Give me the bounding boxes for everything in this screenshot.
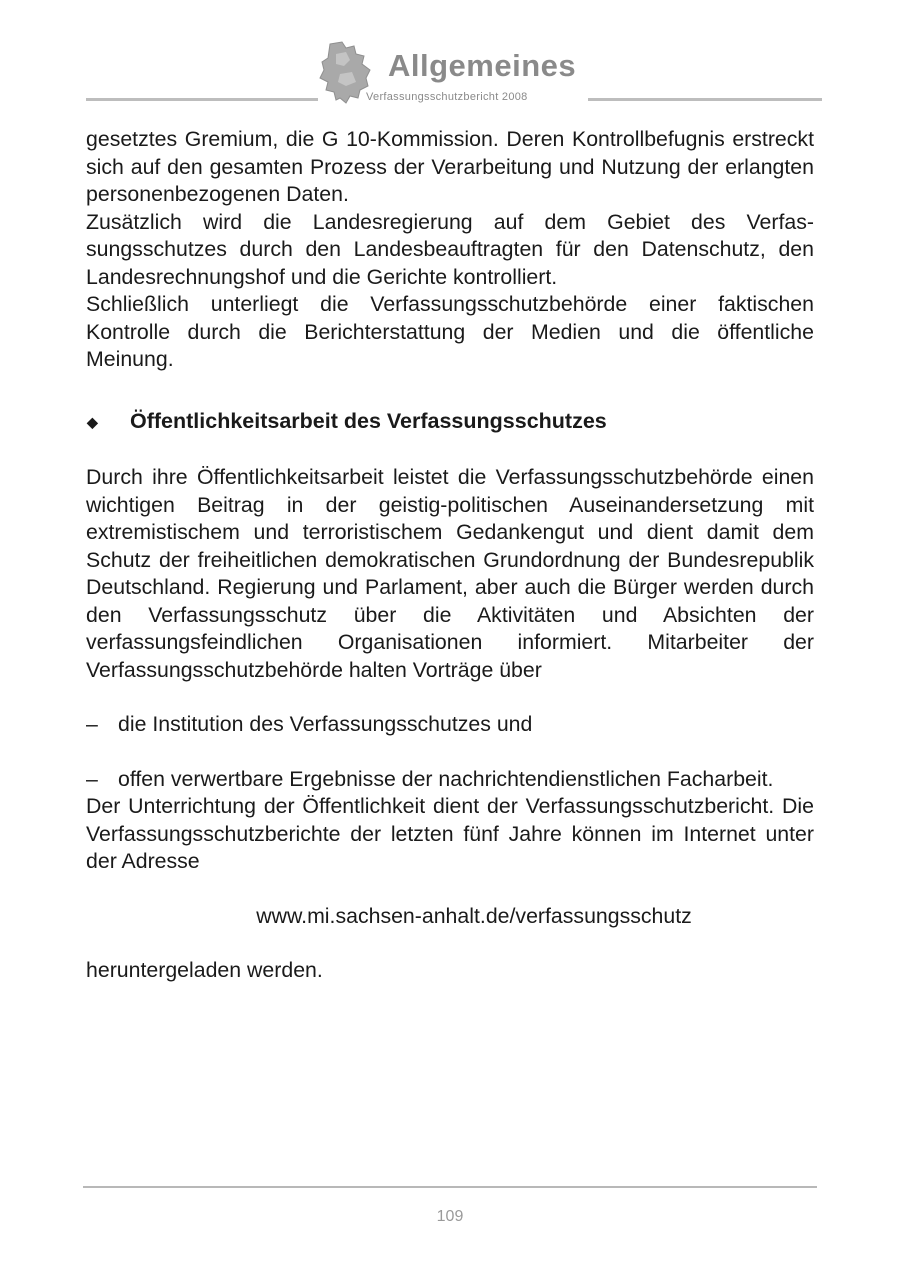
dash-bullet: – (86, 712, 98, 736)
list-item (86, 766, 814, 794)
header-rule-left (86, 98, 318, 101)
paragraph-6: heruntergeladen werden. (86, 958, 323, 982)
dash-bullet: – (86, 766, 98, 791)
paragraph-2: Zusätzlich wird die Landesregierung auf dem Gebiet des Verfassungsschutzes durch den Landesbeauftragten für den Datenschutz, den Landesrechnungshof und die Gerichte kontrolliert. (86, 209, 814, 289)
list-item (86, 711, 814, 739)
list-item-text: die Institution des Verfassungsschutzes und (118, 712, 533, 736)
header-subtitle: Verfassungsschutzbericht 2008 (366, 91, 528, 103)
page-content (86, 126, 814, 985)
page-header (0, 0, 900, 115)
list-item-text: offen verwertbare Ergebnisse der nachrichtendienstlichen Facharbeit. (118, 766, 774, 791)
page-number: 109 (436, 1208, 464, 1225)
website-url: www.mi.sachsen-anhalt.de/verfassungsschutz (256, 903, 692, 928)
paragraph-4: Durch ihre Öffentlichkeitsarbeit leistet die Verfassungsschutzbehörde einen wichtigen Beitrag in der geistig-politischen Auseinandersetzung mit extremistischem und terroristischem Gedankengut und dient damit dem Schutz der freiheitlichen demokratischen Grundordnung der Bundesrepublik Deutschland. Regierung und Parlament, aber auch die Bürger werden durch den Verfassungsschutz über die Aktivitäten und Absichten der verfassungsfeindlichen Organisationen informiert. Mitarbeiter der Verfassungsschutzbehörde halten Vorträge über (86, 465, 814, 682)
paragraph-5: Der Unterrichtung der Öffentlichkeit dient der Verfassungsschutzbericht. Die Verfassungsschutzberichte der letzten fünf Jahre können im Internet unter der Adresse (86, 794, 814, 873)
header-title: Allgemeines (388, 48, 577, 83)
section-heading (86, 408, 814, 436)
paragraph-1: gesetztes Gremium, die G 10-Kommission. Deren Kontrollbefugnis erstreckt sich auf den gesamten Prozess der Verarbeitung und Nutzung der erlangten personenbezogenen Daten. (86, 127, 814, 206)
footer-rule (83, 1186, 817, 1188)
header-rule-right (588, 98, 822, 101)
section-heading-text: Öffentlichkeitsarbeit des Verfassungsschutzes (130, 408, 607, 433)
paragraph-3: Schließlich unterliegt die Verfassungsschutzbehörde einer faktischen Kontrolle durch die Berichterstattung der Medien und die öffentliche Meinung. (86, 292, 814, 371)
diamond-bullet-icon: ◆ (87, 413, 98, 430)
